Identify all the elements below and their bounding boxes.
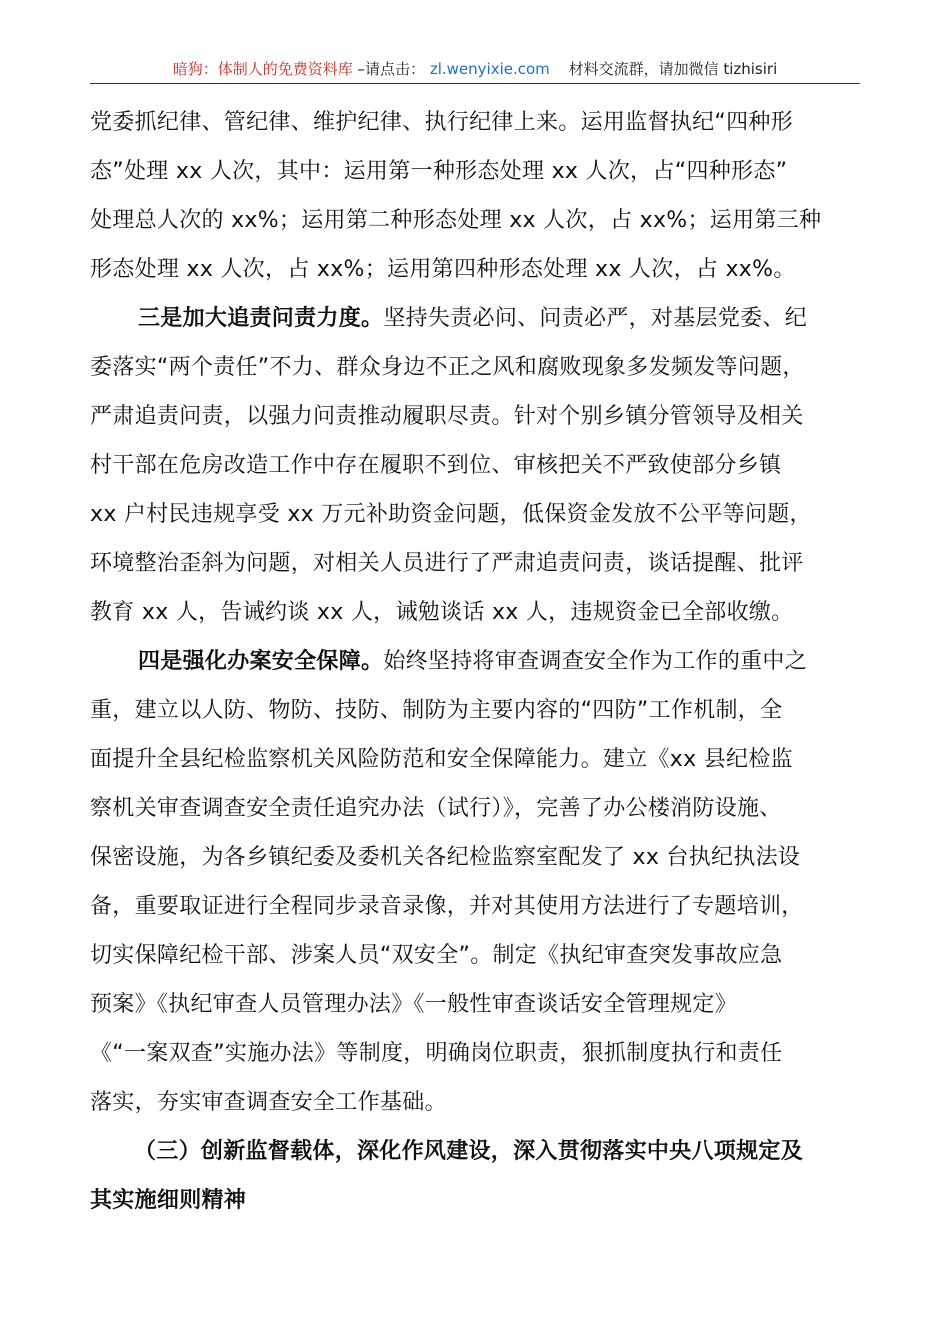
text-line: xx 户村民违规享受 xx 万元补助资金问题，低保资金发放不公平等问题， [90, 502, 812, 527]
text-line: 预案》《执纪审查人员管理办法》《一般性审查谈话安全管理规定》 [90, 992, 738, 1017]
text-line: 四是强化办案安全保障。始终坚持将审查调查安全作为工作的重中之 [138, 649, 808, 674]
text-line: 重，建立以人防、物防、技防、制防为主要内容的“四防”工作机制，全 [90, 698, 783, 723]
heading-line: （三）创新监督载体，深化作风建设，深入贯彻落实中央八项规定及 [134, 1139, 804, 1164]
text-line: 党委抓纪律、管纪律、维护纪律、执行纪律上来。运用监督执纪“四种形 [90, 110, 793, 135]
paragraph-lead: 三是加大追责问责力度。 [138, 306, 384, 331]
heading-line: 其实施细则精神 [90, 1188, 247, 1213]
text-line: 备，重要取证进行全程同步录音录像，并对其使用方法进行了专题培训， [90, 894, 804, 919]
section-heading [90, 1127, 862, 1225]
text-line: 环境整治歪斜为问题，对相关人员进行了严肃追责问责，谈话提醒、批评 [90, 551, 804, 576]
paragraph-3 [90, 637, 862, 1127]
text-line: 形态处理 xx 人次，占 xx%；运用第四种形态处理 xx 人次，占 xx%。 [90, 257, 796, 282]
text-line: 教育 xx 人，告诫约谈 xx 人，诫勉谈话 xx 人，违规资金已全部收缴。 [90, 600, 794, 625]
text-line: 察机关审查调查安全责任追究办法（试行）》，完善了办公楼消防设施、 [90, 796, 782, 821]
paragraph-lead: 四是强化办案安全保障。 [138, 649, 384, 674]
text-line: 处理总人次的 xx%；运用第二种形态处理 xx 人次，占 xx%；运用第三种 [90, 208, 822, 233]
text-line: 村干部在危房改造工作中存在履职不到位、审核把关不严致使部分乡镇 [90, 453, 782, 478]
page-header [90, 58, 860, 80]
header-site-name: 暗狗：体制人的免费资料库 [172, 60, 353, 78]
header-url-link[interactable]: zl.wenyixie.com [429, 60, 550, 78]
text-line: 落实，夯实审查调查安全工作基础。 [90, 1090, 447, 1115]
header-click-prompt: –请点击： [357, 60, 426, 78]
text-line: 保密设施，为各乡镇纪委及委机关各纪检监察室配发了 xx 台执纪执法设 [90, 845, 801, 870]
text-line: 面提升全县纪检监察机关风险防范和安全保障能力。建立《xx 县纪检监 [90, 747, 793, 772]
text-line: 三是加大追责问责力度。坚持失责必问、问责必严，对基层党委、纪 [138, 306, 808, 331]
text-line: 严肃追责问责，以强力问责推动履职尽责。针对个别乡镇分管领导及相关 [90, 404, 804, 429]
document-body [90, 98, 862, 1225]
paragraph-2 [90, 294, 862, 637]
text-line: 态”处理 xx 人次，其中：运用第一种形态处理 xx 人次，占“四种形态” [90, 159, 788, 184]
paragraph-1 [90, 98, 862, 294]
text-line: 切实保障纪检干部、涉案人员“双安全”。制定《执纪审查突发事故应急 [90, 943, 783, 968]
header-divider [90, 83, 860, 84]
text-line: 《“一案双查”实施办法》等制度，明确岗位职责，狠抓制度执行和责任 [90, 1041, 783, 1066]
text-line: 委落实“两个责任”不力、群众身边不正之风和腐败现象多发频发等问题， [90, 355, 805, 380]
header-wechat-note: 材料交流群，请加微信 tizhisiri [568, 60, 778, 78]
